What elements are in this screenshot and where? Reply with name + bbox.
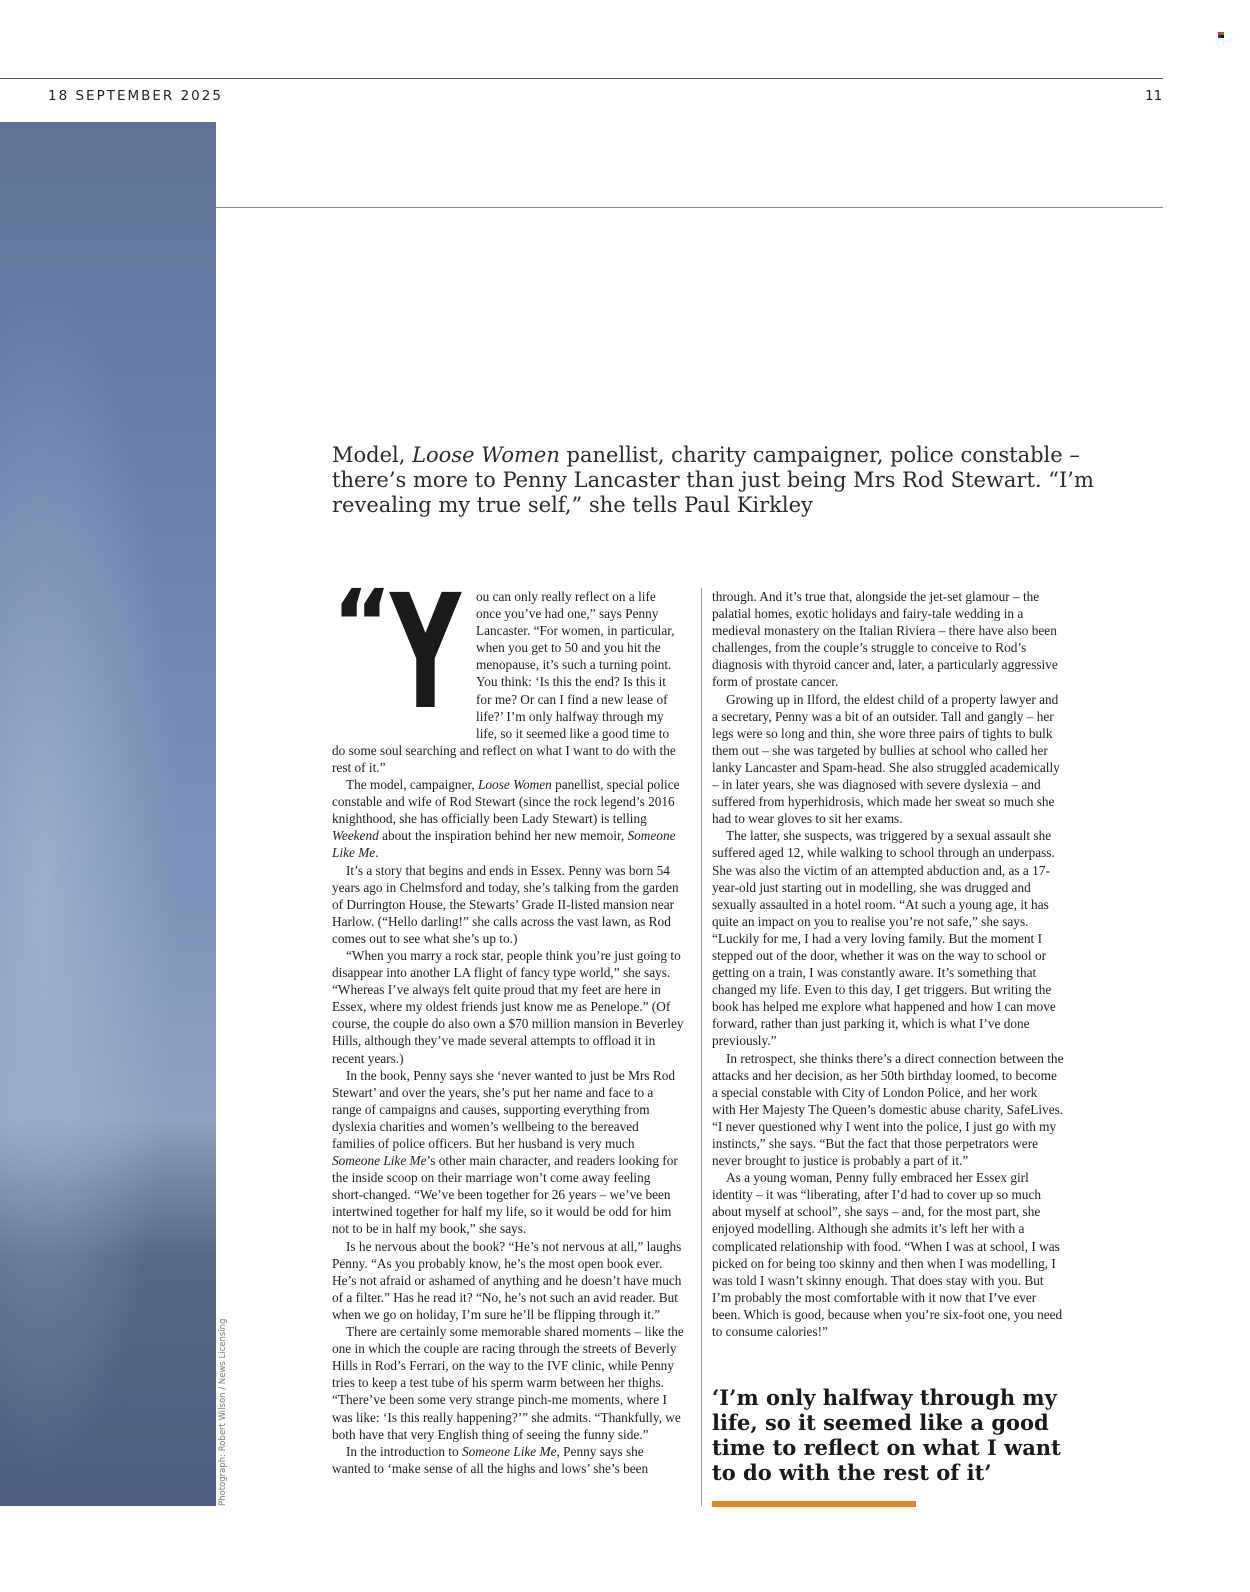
header-rule [0, 78, 1163, 79]
paragraph: As a young woman, Penny fully embraced her Essex girl identity – it was “liberating, after I’d had to cover up so much about myself at school”, she says – and, for the most part, she enjoyed modelling. Although she admits it’s left her with a complicated relationship with food. “When I was at school, I was picked on for being too skinny and then when I was modelling, I was told I wasn’t skinny enough. That does stay with you. But I’m probably the most comfortable with it now that I’ve ever been. Which is good, because when you’re six-foot one, you need to consume calories!” [712, 1170, 1063, 1340]
paragraph: ou can only really reflect on a life once you’ve had one,” says Penny Lancaster. “For women, in particular, when you get to 50 and you hit the menopause, it’s such a turning point. You think: ‘Is this the end? Is this it for me? Or can I find a new lease of life?’ I’m only halfway through my life, so it seemed like a good time to do some soul searching and reflect on what I want to do with the rest of it.” [332, 589, 676, 775]
colour-registration-mark [1218, 32, 1225, 39]
page-number: 11 [1145, 88, 1163, 104]
paragraph: Growing up in Ilford, the eldest child of a property lawyer and a secretary, Penny was a bit of an outsider. Tall and gangly – her legs were so long and thin, she wore three pairs of tights to bulk them out – she was targeted by bullies at school who called her lanky Lancaster and Spam-head. She also struggled academically – in later years, she was diagnosed with severe dyslexia – and suffered from hyperhidrosis, which made her sweat so much she had to wear gloves to sit her exams. [712, 691, 1060, 827]
paragraph: Is he nervous about the book? “He’s not nervous at all,” laughs Penny. “As you probably know, he’s the most open book ever. He’s not afraid or ashamed of anything and he doesn’t have much of a filter.” Has he read it? “No, he’s not such an avid reader. But when we go on holiday, I’m sure he’ll be flipping through it.” [332, 1238, 682, 1322]
paragraph: through. And it’s true that, alongside the jet-set glamour – the palatial homes, exotic holidays and fairy-tale wedding in a medieval monastery on the Italian Riviera – there have also been challenges, from the couple’s struggle to conceive to Rod’s diagnosis with thyroid cancer and, later, a particularly aggressive form of prostate cancer. [712, 589, 1058, 690]
issue-date: 18 SEPTEMBER 2025 [48, 88, 223, 104]
paragraph: It’s a story that begins and ends in Essex. Penny was born 54 years ago in Chelmsford and today, she’s talking from the garden of Durrington House, the Stewarts’ Grade II-listed mansion near Harlow. (“Hello darling!” she calls across the vast lawn, as Rod comes out to see what she’s up to.) [332, 862, 679, 946]
article-column-left [332, 561, 684, 1477]
pull-quote-rule [712, 1501, 916, 1507]
drop-cap [332, 561, 470, 745]
drop-cap-quote: “ [332, 570, 393, 677]
standfirst [332, 443, 1112, 518]
photo-rule [216, 207, 1163, 208]
photo-credit: Photograph: Robert Wilson / News Licensing [218, 1318, 228, 1506]
paragraph: “When you marry a rock star, people think you’re just going to disappear into another LA flight of fancy type world,” she says. “Whereas I’ve always felt quite proud that my feet are here in Essex, where my oldest friends just know me as Penelope.” (Of course, the couple do also own a $70 million mansion in Beverley Hills, although they’ve made several attempts to offload it in recent years.) [332, 947, 684, 1066]
standfirst-text: Model, [332, 443, 413, 467]
paragraph: In the book, Penny says she ‘never wanted to just be Mrs Rod Stewart’ and over the years, she’s put her name and face to a range of campaigns and causes, supporting everything from dyslexia charities and women’s wellbeing to the bereaved families of police officers. But her husband is very much Someone Like Me’s other main character, and readers looking for the inside scoop on their marriage won’t come away feeling short-changed. “We’ve been together for 26 years – we’ve been intertwined together for half my life, so it would be odd for him not to be in half my book,” she says. [332, 1067, 678, 1237]
paragraph: In the introduction to Someone Like Me, Penny says she wanted to ‘make sense of all the highs and lows’ she’s been [332, 1443, 649, 1476]
paragraph: There are certainly some memorable shared moments – like the one in which the couple are racing through the streets of Beverly Hills in Rod’s Ferrari, on the way to the IVF clinic, while Penny tries to keep a test tube of his sperm warm between her thighs. “There’ve been some very strange pinch-me moments, where I was like: ‘Is this really happening?’” she admits. “Thankfully, we both have that very English thing of seeing the funny side.” [332, 1324, 684, 1442]
column-divider [701, 588, 702, 1506]
paragraph: The latter, she suspects, was triggered by a sexual assault she suffered aged 12, while walking to school through an underpass. She was also the victim of an attempted abduction and, as a 17-year-old just starting out in modelling, she was drugged and sexually assaulted in a hotel room. “At such a young age, it has quite an impact on you to realise you’re not safe,” she says. “Luckily for me, I had a very loving family. But the moment I stepped out of the door, whether it was on the way to school or getting on a train, I was constantly aware. It’s something that changed my life. Even to this day, I get triggers. But writing the book has helped me explore what happened and how I can move forward, rather than just parking it, which is what I’ve done previously.” [712, 828, 1056, 1049]
drop-cap-letter: Y [390, 561, 461, 745]
paragraph: The model, campaigner, Loose Women panellist, special police constable and wife of Rod Stewart (since the rock legend’s 2016 knighthood, she has officially been Lady Stewart) is telling Weekend about the inspiration behind her new memoir, Someone Like Me. [332, 777, 680, 861]
paragraph: In retrospect, she thinks there’s a direct connection between the attacks and her decision, as her 50th birthday loomed, to become a special constable with City of London Police, and her work with Her Majesty The Queen’s domestic abuse charity, SafeLives. “I never questioned why I went into the police, I just go with my instincts,” she says. “But the fact that those perpetrators were never brought to justice is probably a part of it.” [712, 1050, 1064, 1169]
article-column-right [712, 588, 1064, 1340]
standfirst-text: panellist, charity campaigner, police constable – there’s more to Penny Lancaster than just being Mrs Rod Stewart. “I’m revealing my true self,” she tells Paul Kirkley [332, 443, 1094, 517]
cover-photo [0, 122, 216, 1506]
pull-quote: ‘I’m only halfway through my life, so it seemed like a good time to reflect on what I want to do with the rest of it’ [712, 1385, 1061, 1485]
standfirst-show-title: Loose Women [412, 443, 560, 467]
